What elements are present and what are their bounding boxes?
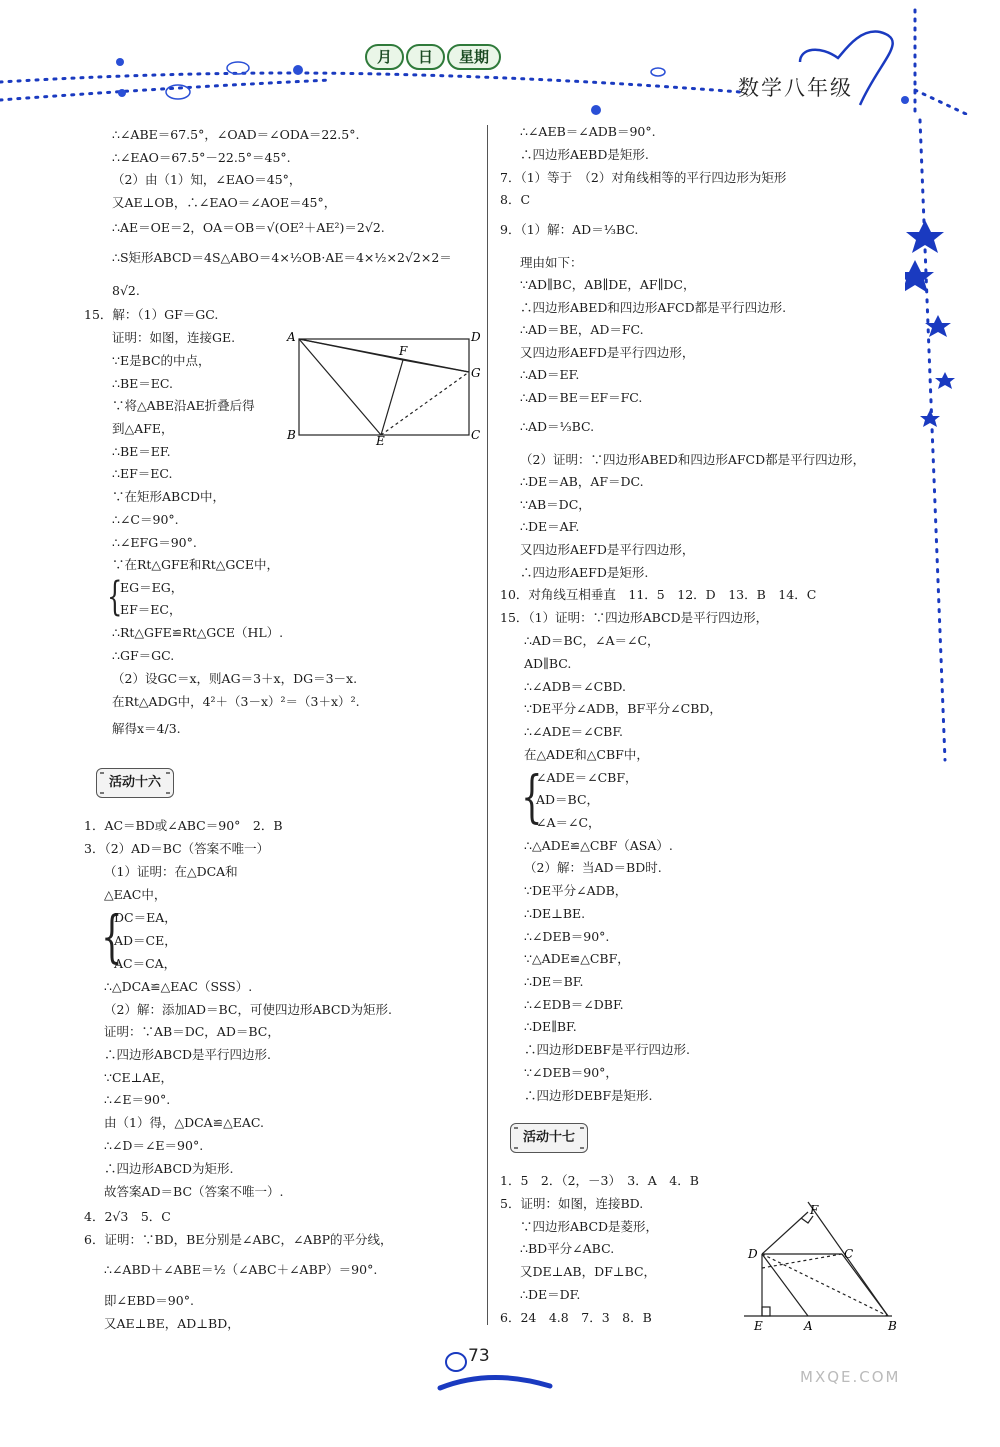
answer-line: ∴BD平分∠ABC.: [520, 1241, 615, 1256]
answer-line: ∵AD∥BC，AB∥DE，AF∥DC，: [520, 277, 696, 292]
answer-line: ∴四边形ABCD是平行四边形.: [104, 1047, 272, 1062]
answer-line: ∴四边形AEBD是矩形.: [520, 147, 649, 162]
answer-line: ∴∠D＝∠E＝90°.: [104, 1138, 204, 1153]
fig-label: G: [471, 366, 481, 380]
answer-line: 9．（1）解：AD＝⅓BC.: [500, 222, 639, 237]
answer-line: （2）解：当AD＝BD时.: [524, 860, 662, 875]
answer-line: DC＝EA，: [114, 910, 177, 925]
answer-line: ∴∠EFG＝90°.: [112, 535, 197, 550]
answer-line: 7．（1）等于 （2）对角线相等的平行四边形为矩形: [500, 170, 787, 185]
answer-line: 在△ADE和△CBF中，: [524, 747, 649, 762]
date-week: 星期: [447, 44, 501, 70]
page-number-decoration: [430, 1338, 570, 1398]
answer-line: ∵在矩形ABCD中，: [112, 489, 226, 504]
brace: {: [521, 765, 543, 830]
answer-line: 证明：∵AB＝DC，AD＝BC，: [104, 1024, 280, 1039]
fig-label: F: [399, 344, 408, 358]
fig-label: A: [287, 330, 296, 344]
answer-line: 6．24 4.8 7．3 8．B: [500, 1310, 652, 1325]
answer-line: ∴AD＝BC，∠A＝∠C，: [524, 633, 660, 648]
answer-line: ∵E是BC的中点，: [112, 353, 211, 368]
answer-line: 1．AC＝BD或∠ABC＝90° 2．B: [84, 818, 283, 833]
answer-line: ∴AE＝OE＝2，OA＝OB＝√(OE²＋AE²)＝2√2.: [112, 220, 385, 235]
answer-line: ∴∠EAO＝67.5°－22.5°＝45°.: [112, 150, 291, 165]
answer-line: ∴∠DEB＝90°.: [524, 929, 610, 944]
answer-line: 即∠EBD＝90°.: [104, 1293, 194, 1308]
answer-line: ∴EF＝EC.: [112, 466, 173, 481]
answer-line: ∴GF＝GC.: [112, 648, 175, 663]
answer-line: ∴∠E＝90°.: [104, 1092, 171, 1107]
answer-line: ∴△ADE≌△CBF（ASA）.: [524, 838, 673, 853]
answer-line: ∴AD＝BE，AD＝FC.: [520, 322, 644, 337]
fig-label: B: [287, 428, 296, 442]
answer-line: AD∥BC.: [524, 656, 572, 671]
answer-line: 1．5 2．（2，－3） 3．A 4．B: [500, 1173, 699, 1188]
answer-line: 8√2.: [112, 283, 140, 298]
answer-line: （2）由（1）知，∠EAO＝45°，: [112, 172, 302, 187]
answer-line: 证明：如图，连接GE.: [112, 330, 236, 345]
answer-line: ∴S矩形ABCD＝4S△ABO＝4×½OB·AE＝4×½×2√2×2＝: [112, 250, 452, 265]
answer-line: AD＝CE，: [114, 933, 177, 948]
fig-label: B: [888, 1319, 897, 1333]
answer-line: 解得x＝4/3.: [112, 721, 181, 736]
answer-line: 又DE⊥AB，DF⊥BC，: [520, 1264, 657, 1279]
answer-line: ∴AD＝BE＝EF＝FC.: [520, 390, 643, 405]
answer-line: ∴AD＝⅓BC.: [520, 419, 595, 434]
answer-line: 故答案AD＝BC（答案不唯一）.: [104, 1184, 284, 1199]
section-badge: 活动十七: [510, 1123, 588, 1153]
answer-line: ∴BE＝EC.: [112, 376, 173, 391]
brace: {: [107, 574, 123, 620]
answer-line: ∴∠ABE＝67.5°，∠OAD＝∠ODA＝22.5°.: [112, 127, 360, 142]
answer-line: AC＝CA，: [114, 956, 177, 971]
answer-line: （2）证明：∵四边形ABED和四边形AFCD都是平行四边形，: [520, 452, 866, 467]
answer-line: ∵AB＝DC，: [520, 497, 591, 512]
page-number: 73: [468, 1346, 490, 1366]
answer-line: 6．证明：∵BD，BE分别是∠ABC，∠ABP的平分线，: [84, 1232, 393, 1247]
answer-line: 理由如下：: [520, 255, 583, 270]
answer-line: 又四边形AEFD是平行四边形，: [520, 345, 695, 360]
fig-label: A: [804, 1319, 813, 1333]
answer-line: ∴BE＝EF.: [112, 444, 171, 459]
answer-line: （2）设GC＝x，则AG＝3＋x，DG＝3－x.: [112, 671, 358, 686]
answer-line: 8．C: [500, 192, 531, 207]
answer-line: 10．对角线互相垂直 11．5 12．D 13．B 14．C: [500, 587, 817, 602]
fig-label: C: [844, 1247, 854, 1261]
answer-line: （1）证明：在△DCA和: [104, 864, 238, 879]
figure-rectangle-fold: [283, 325, 483, 445]
answer-line: ∴DE∥BF.: [524, 1019, 577, 1034]
answer-line: ∵在Rt△GFE和Rt△GCE中，: [112, 557, 280, 572]
answer-line: ∵∠DEB＝90°，: [524, 1065, 618, 1080]
side-decoration: [905, 110, 995, 770]
answer-line: ∴四边形ABCD为矩形.: [104, 1161, 234, 1176]
answer-line: 到△AFE，: [112, 421, 174, 436]
answer-line: ∴DE⊥BE.: [524, 906, 586, 921]
answer-line: ∴AD＝EF.: [520, 367, 580, 382]
answer-line: ∴△DCA≌△EAC（SSS）.: [104, 979, 253, 994]
answer-line: ∴DE＝BF.: [524, 974, 584, 989]
section-badge: 活动十六: [96, 768, 174, 798]
watermark-text: MXQE.COM: [800, 1368, 901, 1386]
answer-line: EF＝EC，: [120, 602, 182, 617]
grade-title: 数学八年级: [738, 76, 853, 100]
answer-line: 5．证明：如图，连接BD.: [500, 1196, 644, 1211]
answer-line: （2）解：添加AD＝BC，可使四边形ABCD为矩形.: [104, 1002, 392, 1017]
column-divider: [487, 125, 488, 1325]
answer-line: ∴∠ABD＋∠ABE＝½（∠ABC＋∠ABP）＝90°.: [104, 1262, 378, 1277]
answer-line: 4．2√3 5．C: [84, 1209, 171, 1224]
date-boxes: [365, 44, 501, 70]
answer-line: ∴四边形ABED和四边形AFCD都是平行四边形.: [520, 300, 787, 315]
answer-line: △EAC中，: [104, 887, 167, 902]
answer-line: ∴∠AEB＝∠ADB＝90°.: [520, 124, 656, 139]
answer-line: ∴∠ADE＝∠CBF.: [524, 724, 624, 739]
date-month: 月: [365, 44, 404, 70]
answer-line: ∴DE＝AB，AF＝DC.: [520, 474, 644, 489]
answer-line: 由（1）得，△DCA≌△EAC.: [104, 1115, 265, 1130]
answer-line: ∵DE平分∠ADB，BF平分∠CBD，: [524, 701, 722, 716]
fig-label: C: [471, 428, 481, 442]
star-icon: [905, 220, 955, 427]
figure-rhombus: [742, 1200, 912, 1340]
answer-line: ∵将△ABE沿AE折叠后得: [112, 398, 255, 413]
answer-line: 又AE⊥BE，AD⊥BD，: [104, 1316, 240, 1331]
answer-line: ∴∠ADB＝∠CBD.: [524, 679, 626, 694]
page-header: [0, 0, 1000, 115]
answer-line: EG＝EG，: [120, 580, 184, 595]
answer-line: 15．解：（1）GF＝GC.: [84, 307, 219, 322]
answer-line: ∴DE＝DF.: [520, 1287, 581, 1302]
answer-line: ∴∠EDB＝∠DBF.: [524, 997, 624, 1012]
fig-label: F: [810, 1203, 819, 1217]
answer-line: ∵△ADE≌△CBF，: [524, 951, 630, 966]
answer-line: ∴四边形DEBF是矩形.: [524, 1088, 653, 1103]
answer-line: ∴DE＝AF.: [520, 519, 580, 534]
answer-line: ∴四边形AEFD是矩形.: [520, 565, 649, 580]
answer-line: 15．（1）证明：∵四边形ABCD是平行四边形，: [500, 610, 769, 625]
answer-line: ∴∠C＝90°.: [112, 512, 179, 527]
answer-line: ∵DE平分∠ADB，: [524, 883, 628, 898]
answer-line: AD＝BC，: [536, 792, 600, 807]
answer-line: 又四边形AEFD是平行四边形，: [520, 542, 695, 557]
answer-line: ∵四边形ABCD是菱形，: [520, 1219, 659, 1234]
fig-label: D: [471, 330, 481, 344]
brace: {: [101, 905, 123, 970]
date-day: 日: [406, 44, 445, 70]
answer-line: ∠ADE＝∠CBF，: [536, 770, 638, 785]
answer-line: ∴Rt△GFE≌Rt△GCE（HL）.: [112, 625, 284, 640]
fig-label: E: [754, 1319, 763, 1333]
answer-line: ∠A＝∠C，: [536, 815, 601, 830]
answer-line: ∴四边形DEBF是平行四边形.: [524, 1042, 690, 1057]
fig-label: E: [376, 434, 385, 445]
answer-line: 3．（2）AD＝BC（答案不唯一）: [84, 841, 270, 856]
answer-line: ∵CE⊥AE，: [104, 1070, 174, 1085]
answer-line: 在Rt△ADG中，4²＋（3－x）²＝（3＋x）².: [112, 694, 360, 709]
fig-label: D: [748, 1247, 758, 1261]
answer-line: 又AE⊥OB，∴∠EAO＝∠AOE＝45°，: [112, 195, 337, 210]
